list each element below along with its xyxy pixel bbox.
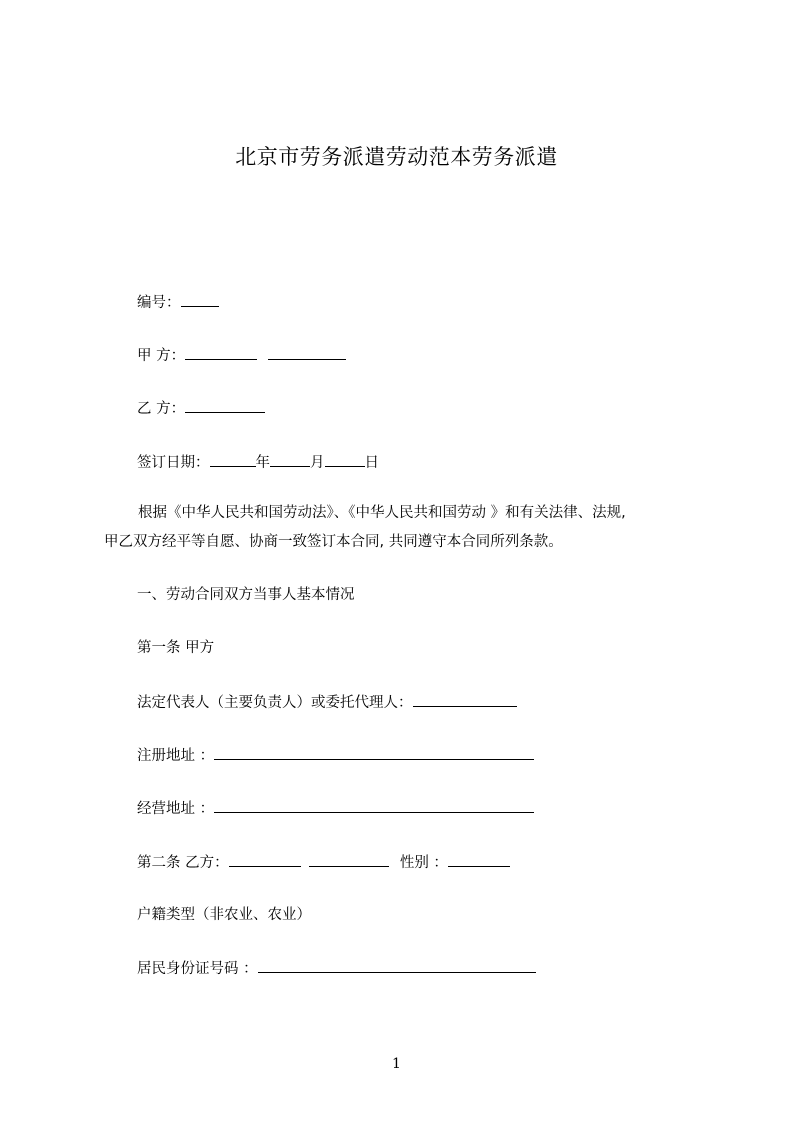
id-number-label: 居民身份证号码 ： — [137, 961, 258, 977]
contract-number-blank — [181, 291, 219, 307]
page-number: 1 — [392, 1056, 401, 1072]
legal-rep-blank — [413, 691, 517, 707]
month-blank — [270, 451, 310, 467]
year-label: 年 — [255, 455, 270, 471]
registered-address-line — [137, 744, 534, 767]
legal-rep-line — [137, 691, 517, 714]
sign-date-label: 签订日期： — [137, 455, 210, 471]
gender-label: 性别 ： — [399, 855, 448, 871]
party-b-name-blank-1 — [229, 851, 301, 867]
day-label: 日 — [364, 455, 379, 471]
party-b-name-blank-2 — [309, 851, 389, 867]
article-2-label: 第二条 乙方： — [137, 855, 229, 871]
intro-line-1: 根据《中华人民共和国劳动法》、《中华人民共和国劳动 》和有关法律、法规, — [138, 505, 626, 521]
year-blank — [210, 451, 256, 467]
legal-rep-label: 法定代表人（主要负责人）或委托代理人： — [137, 695, 413, 711]
article-1-heading: 第一条 甲方 — [137, 640, 215, 656]
gender-blank — [448, 851, 510, 867]
business-address-blank — [214, 797, 534, 813]
household-type-line: 户籍类型（非农业、农业） — [137, 907, 311, 923]
section-1-heading: 一、劳动合同双方当事人基本情况 — [137, 587, 355, 603]
intro-paragraph — [104, 499, 694, 557]
contract-number-label: 编号： — [137, 295, 181, 311]
party-a-line — [137, 344, 346, 367]
party-a-blank-1 — [185, 344, 257, 360]
registered-address-label: 注册地址 ： — [137, 748, 215, 764]
sign-date-line — [137, 451, 379, 474]
document-title: 北京市劳务派遣劳动范本劳务派遣 — [235, 145, 558, 169]
party-a-label: 甲 方： — [137, 348, 186, 364]
id-number-blank — [258, 957, 536, 973]
registered-address-blank — [214, 744, 534, 760]
article-2-line — [137, 851, 510, 874]
id-number-line — [137, 957, 536, 980]
party-a-blank-2 — [268, 344, 346, 360]
month-label: 月 — [310, 455, 325, 471]
party-b-line — [137, 397, 265, 420]
party-b-label: 乙 方： — [137, 401, 186, 417]
day-blank — [325, 451, 365, 467]
business-address-line — [137, 797, 534, 820]
party-b-blank — [185, 397, 265, 413]
contract-number-line — [137, 291, 219, 314]
intro-line-2: 甲乙双方经平等自愿、协商一致签订本合同, 共同遵守本合同所列条款。 — [104, 534, 563, 550]
business-address-label: 经营地址 ： — [137, 801, 215, 817]
